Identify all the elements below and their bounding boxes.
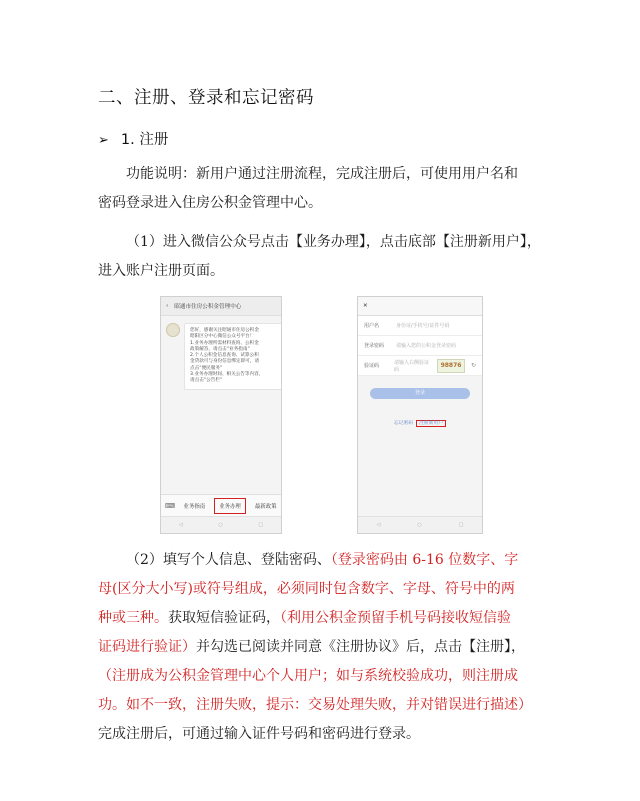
password-label: 登录密码 [364,343,385,349]
back-nav-icon[interactable]: ◁ [178,522,183,528]
avatar [166,323,180,337]
refresh-icon[interactable]: ↻ [470,362,476,369]
captcha-label: 验证码 [364,363,380,369]
password-input[interactable]: 请输入您的公积金登录密码 [396,343,457,349]
close-icon[interactable]: ✕ [363,303,368,309]
username-input[interactable]: 身份证/手机号/证件号码 [396,323,450,329]
menu-business-handling[interactable]: 业务办理 [214,498,247,514]
message-row [166,323,282,390]
captcha-input[interactable]: 请输入右侧验证码 [394,359,430,373]
recents-nav-icon[interactable]: □ [258,522,264,528]
red-note: 功。如不一致，注册失败，提示：交易处理失败，并对错误进行描述） [98,697,532,713]
paragraph-line: （1）进入微信公众号点击【业务办理】，点击底部【注册新用户】， [126,234,541,250]
paragraph-line: 密码登录进入住房公积金管理中心。 [98,195,322,211]
paragraph-line [98,604,550,633]
phone-screenshot-login [357,296,483,534]
paragraph-line: 功能说明：新用户通过注册流程，完成注册后，可使用用户名和 [126,166,518,182]
message-line: 请点击“公告栏” [190,378,223,384]
paragraph-function-description [98,160,550,218]
login-header [358,297,482,316]
home-nav-icon[interactable]: ○ [417,522,422,528]
captcha-image[interactable]: 98876 [437,359,465,373]
message-line: 昭阳区分中心微信公众号平台！ [190,334,255,340]
paragraph-line [98,546,550,575]
register-new-user-link[interactable]: 注册新用户 [416,420,446,427]
red-note: 证码进行验证） [98,639,196,655]
captcha-row [358,356,482,376]
menu-latest-policy[interactable]: 最新政策 [254,504,277,510]
wechat-menu-bar [161,494,281,517]
android-nav-bar [161,516,281,533]
red-note: （注册成为公积金管理中心个人用户；如与系统校验成功，则注册成 [98,668,518,684]
paragraph-line: 完成注册后，可通过输入证件号码和密码进行登录。 [98,726,420,742]
back-icon: ‹ [166,303,169,309]
text-span: 获取短信验证码， [168,610,280,626]
paragraph-line: 进入账户注册页面。 [98,263,224,279]
text-span: （2）填写个人信息、登陆密码、 [126,552,331,568]
back-nav-icon[interactable]: ◁ [376,522,381,528]
arrow-bullet-icon: ➢ [98,133,109,148]
keyboard-icon[interactable]: ⌨ [164,502,176,510]
message-line: 点击“便民服务” [190,365,223,371]
subsection-heading [98,128,168,149]
message-line: 1.业务办理所需材料查询、公积金 [190,340,259,346]
message-line: 您好，感谢关注昭通市住房公积金 [190,328,259,333]
recents-nav-icon[interactable]: □ [458,522,464,528]
username-row [358,316,482,336]
red-note: 种或三种。 [98,610,168,626]
paragraph-step-2 [98,546,550,749]
paragraph-step-1 [98,228,550,286]
text-span: 并勾选已阅读并同意《注册协议》后，点击【注册】， [196,639,525,655]
login-button[interactable]: 登录 [370,388,469,399]
account-title: 昭通市住房公积金管理中心 [174,304,242,310]
menu-business-guide[interactable]: 业务指南 [183,504,206,510]
username-label: 用户名 [364,323,380,329]
red-note: （登录密码由 6-16 位数字、字 [330,552,519,568]
red-note: 母(区分大小写)或符号组成，必须同时包含数字、字母、符号中的两 [98,581,515,597]
forgot-password-link[interactable]: 忘记密码 [393,421,414,426]
section-heading: 二、注册、登录和忘记密码 [98,88,314,108]
login-links [358,419,482,426]
home-nav-icon[interactable]: ○ [218,522,223,528]
message-line: 2.个人公积金信息查询、试算公积 [190,353,259,359]
message-line: 3.业务办理时间、相关公告等内容， [190,372,264,378]
message-line: 政策解答，请点击“业务指南” [190,346,250,352]
welcome-message [184,323,282,390]
phone-screenshot-wechat [160,296,282,534]
message-line: 金贷款可与身份信息绑定即可，请 [190,359,259,365]
paragraph-line [98,633,550,662]
password-row [358,336,482,356]
wechat-header [161,297,281,316]
subsection-title: 1. 注册 [120,132,169,148]
android-nav-bar [358,516,482,533]
red-note: （利用公积金预留手机号码接收短信验 [280,610,511,626]
